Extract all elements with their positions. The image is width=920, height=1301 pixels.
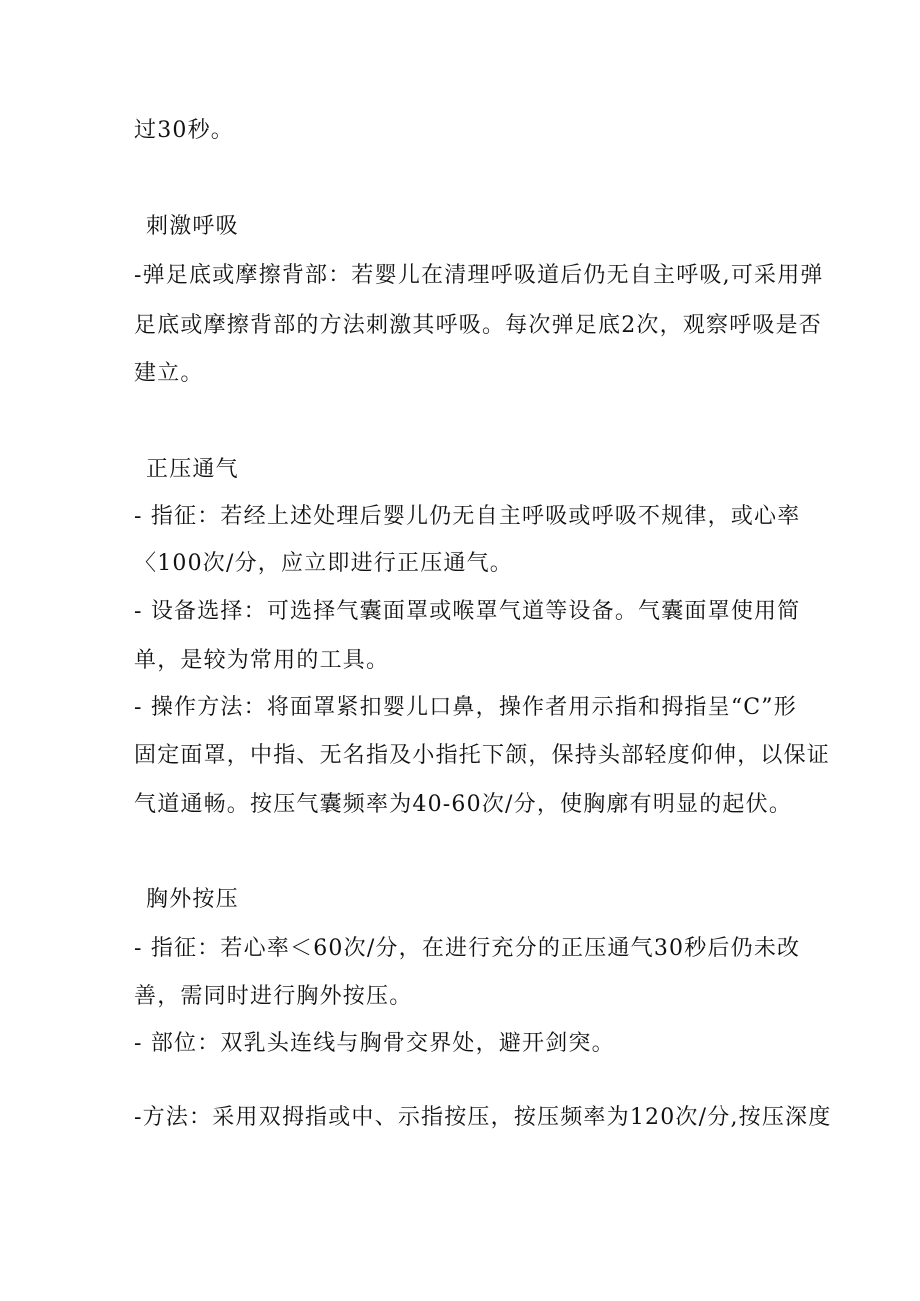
text-line: 固定面罩，中指、无名指及小指托下颌，保持头部轻度仰伸，以保证: [134, 743, 831, 768]
text-line: - 部位：双乳头连线与胸骨交界处，避开剑突。: [134, 1031, 615, 1056]
text-line: - 指征：若经上述处理后婴儿仍无自主呼吸或呼吸不规律，或心率: [134, 504, 801, 529]
text-line: 〈100次/分，应立即进行正压通气。: [134, 551, 514, 576]
text-line: - 指征：若心率＜60次/分，在进行充分的正压通气30秒后仍未改: [134, 936, 801, 961]
section-heading-chest-compressions: 胸外按压: [146, 887, 239, 912]
text-line: 善，需同时进行胸外按压。: [134, 984, 413, 1009]
text-line: -方法：采用双拇指或中、示指按压，按压频率为120次/分,按压深度: [134, 1105, 832, 1130]
section-heading-positive-pressure-ventilation: 正压通气: [146, 457, 239, 482]
text-line: 足底或摩擦背部的方法刺激其呼吸。每次弹足底2次，观察呼吸是否: [134, 313, 822, 338]
text-line: 气道通畅。按压气囊频率为40-60次/分，使胸廓有明显的起伏。: [134, 792, 793, 817]
text-line: 过30秒。: [134, 118, 234, 143]
text-line: 单，是较为常用的工具。: [134, 648, 390, 673]
text-line: - 设备选择：可选择气囊面罩或喉罩气道等设备。气囊面罩使用简: [134, 599, 801, 624]
text-line: -弹足底或摩擦背部：若婴儿在清理呼吸道后仍无自主呼吸,可采用弹: [134, 263, 824, 288]
section-heading-stimulate-breathing: 刺激呼吸: [146, 214, 239, 239]
text-line: - 操作方法：将面罩紧扣婴儿口鼻，操作者用示指和拇指呈“C”形: [134, 695, 797, 720]
text-line: 建立。: [134, 361, 204, 386]
